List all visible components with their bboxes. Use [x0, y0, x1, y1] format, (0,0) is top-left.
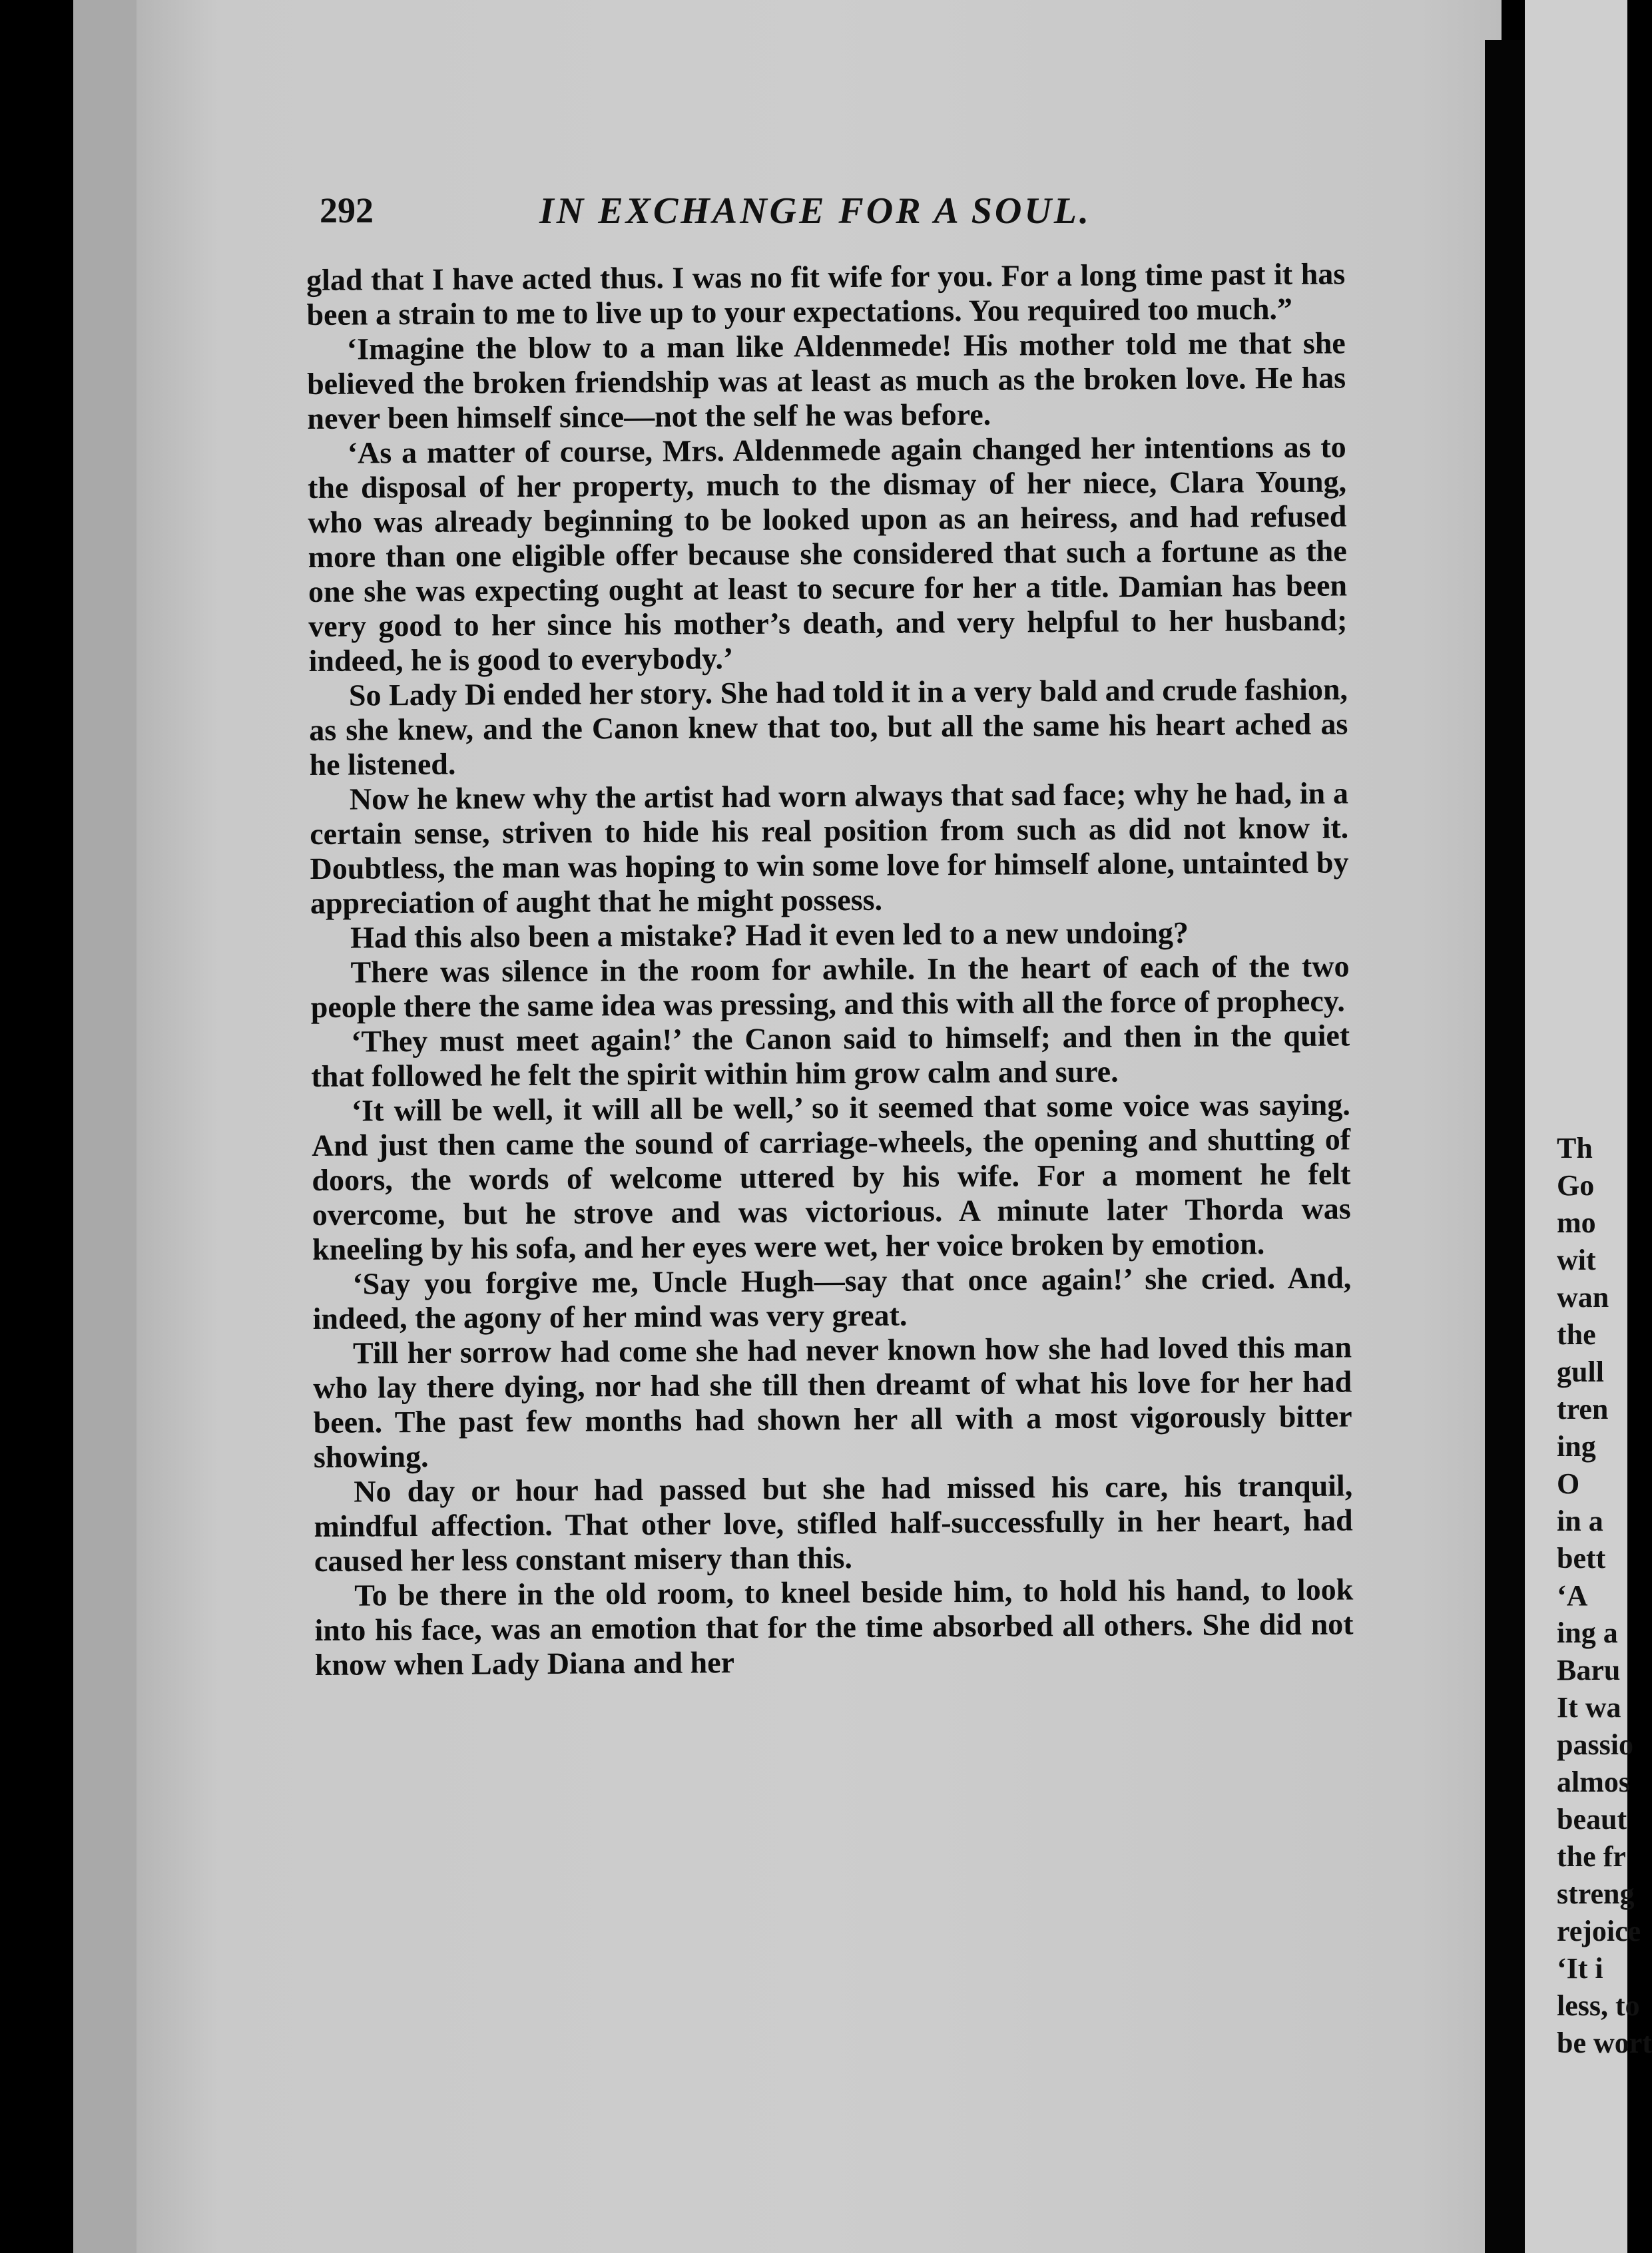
fragment-line: wan [1557, 1281, 1609, 1314]
fragment-line: Th [1557, 1132, 1593, 1164]
book-gutter [1485, 40, 1525, 2253]
paragraph: So Lady Di ended her story. She had told it in a very bald and crude fashion, as she knew, and the Canon knew that too, but all the same his heart ached as he listened. [309, 672, 1348, 782]
fragment-line: bett [1557, 1542, 1606, 1575]
fragment-line: wit [1557, 1244, 1596, 1276]
paragraph: Now he knew why the artist had worn always that sad face; why he had, in a certain sense, striven to hide his real position from such as did not know it. Doubtless, the man was hoping to win some love for himself alone, untainted by appreciation of aught that he might possess. [310, 776, 1349, 920]
fragment-line: Go [1557, 1169, 1595, 1202]
paragraph: ‘As a matter of course, Mrs. Aldenmede again changed her intentions as to the disposal of her property, much to the dismay of her niece, Clara Young, who was already beginning to be looked upon as an heiress, and had refused more than one eligible offer because she considered that such a fortune as the one she was expecting ought at least to secure for her a title. Damian has been very good to her since his mother’s death, and very helpful to her husband; indeed, he is good to everybody.’ [307, 429, 1348, 678]
page-number: 292 [320, 190, 374, 230]
paragraph: ‘They must meet again!’ the Canon said to himself; and then in the quiet that followed he felt the spirit within him grow calm and sure. [311, 1018, 1350, 1093]
fragment-line: almos [1557, 1766, 1630, 1798]
paragraph: glad that I have acted thus. I was no fit wife for you. For a long time past it has been a strain to me to live up to your expectations. You required too much.” [306, 256, 1346, 332]
paragraph: Had this also been a mistake? Had it even led to a new undoing? [350, 915, 1189, 955]
paragraph: To be there in the old room, to kneel beside him, to hold his hand, to look into his face, was an emotion that for the time absorbed all others. She did not know when Lady Diana and her [314, 1572, 1354, 1682]
fragment-line: O [1557, 1467, 1580, 1500]
fragment-line: less, to [1557, 1989, 1640, 2022]
fragment-line: the [1557, 1318, 1596, 1351]
fragment-line: ‘A [1557, 1579, 1588, 1612]
paragraph: ‘Say you forgive me, Uncle Hugh—say that once again!’ she cried. And, indeed, the agony of her mind was very great. [312, 1260, 1352, 1336]
running-title: IN EXCHANGE FOR A SOUL. [539, 190, 1091, 232]
fragment-line: gull [1557, 1356, 1604, 1388]
fragment-line: ing [1557, 1430, 1596, 1463]
page-header [320, 190, 1358, 236]
paragraph: ‘Imagine the blow to a man like Aldenmede! His mother told me that she believed the broken friendship was at least as much as the broken love. He has never been himself since—not the self he was before. [306, 326, 1346, 435]
fragment-line: It wa [1557, 1691, 1621, 1724]
fragment-line: beaut [1557, 1803, 1627, 1836]
right-page-text-fragments [1557, 1132, 1652, 2064]
fragment-line: in a [1557, 1505, 1603, 1537]
paragraph: Till her sorrow had come she had never known how she had loved this man who lay there dying, nor had she till then dreamt of what his love for her had been. The past few months had shown her all with a most vigorously bitter showing. [313, 1330, 1352, 1474]
paragraph: There was silence in the room for awhile. In the heart of each of the two people there the same idea was pressing, and this with all the force of prophecy. [310, 949, 1350, 1024]
fragment-line: ‘It i [1557, 1952, 1603, 1985]
paragraph: No day or hour had passed but she had missed his care, his tranquil, mindful affection. That other love, stifled half-successfully in her heart, had caused her less constant misery than this. [314, 1468, 1353, 1578]
fragment-line: tren [1557, 1393, 1609, 1425]
fragment-line: be wort [1557, 2027, 1652, 2059]
fragment-line: Baru [1557, 1654, 1621, 1686]
fragment-line: streng [1557, 1878, 1635, 1910]
fragment-line: mo [1557, 1206, 1596, 1239]
fragment-line: ing a [1557, 1617, 1618, 1649]
fragment-line: passio [1557, 1728, 1633, 1761]
paragraph: ‘It will be well, it will all be well,’ so it seemed that some voice was saying. And just then came the sound of carriage-wheels, the opening and shutting of doors, the words of welcome uttered by his wife. For a moment he felt overcome, but he strove and was victorious. A minute later Thorda was kneeling by his sofa, and her eyes were wet, her voice broken by emotion. [311, 1087, 1351, 1266]
body-text [306, 256, 1354, 1682]
fragment-line: the fr [1557, 1840, 1626, 1873]
fragment-line: rejoice [1557, 1915, 1641, 1947]
